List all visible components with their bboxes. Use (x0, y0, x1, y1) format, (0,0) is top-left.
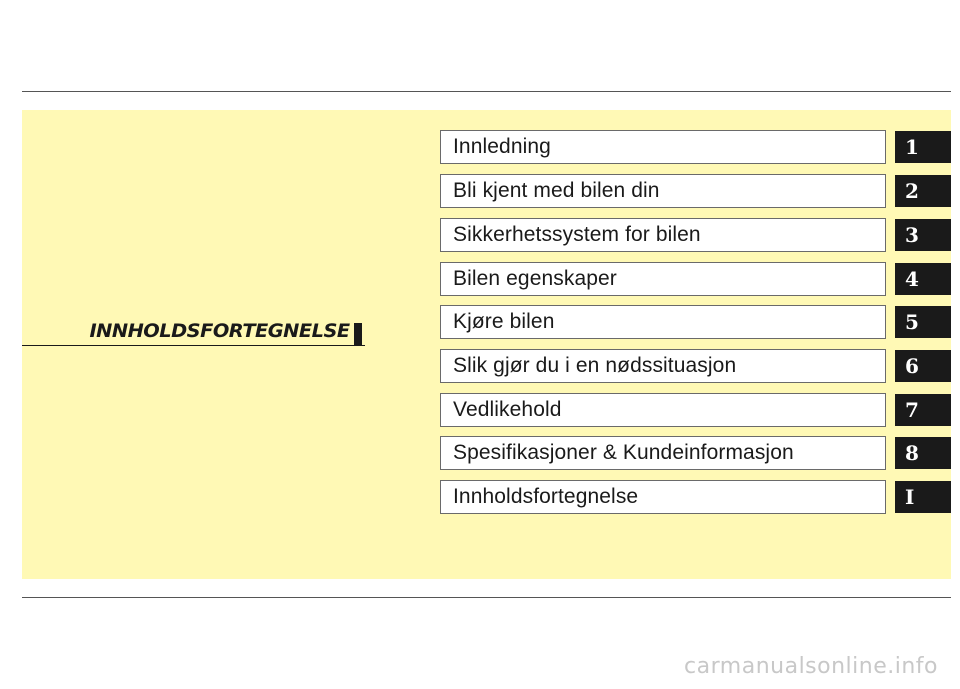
chapter-row-4[interactable] (440, 262, 951, 296)
chapter-number: 5 (905, 310, 919, 334)
toc-heading-marker (354, 323, 362, 345)
chapter-box[interactable] (440, 393, 886, 427)
chapter-tab[interactable] (895, 350, 951, 382)
chapter-label: Bli kjent med bilen din (453, 179, 660, 202)
chapter-row-7[interactable] (440, 393, 951, 427)
chapter-box[interactable] (440, 174, 886, 208)
chapter-tab[interactable] (895, 394, 951, 426)
chapter-box[interactable] (440, 305, 886, 339)
chapter-label: Innledning (453, 135, 551, 158)
chapter-row-5[interactable] (440, 305, 951, 339)
chapter-tab[interactable] (895, 481, 951, 513)
chapter-tab[interactable] (895, 175, 951, 207)
chapter-label: Innholdsfortegnelse (453, 485, 639, 508)
chapter-box[interactable] (440, 480, 886, 514)
chapter-label: Kjøre bilen (453, 310, 555, 333)
chapter-label: Bilen egenskaper (453, 267, 617, 290)
chapter-label: Spesifikasjoner & Kundeinformasjon (453, 441, 794, 464)
top-divider (22, 91, 951, 92)
toc-heading (22, 318, 365, 346)
chapter-tab[interactable] (895, 437, 951, 469)
watermark-text: carmanualsonline.info (684, 654, 938, 679)
contents-panel (22, 110, 951, 579)
chapter-number: 7 (905, 398, 919, 422)
chapter-tab[interactable] (895, 131, 951, 163)
chapter-row-6[interactable] (440, 349, 951, 383)
chapter-box[interactable] (440, 262, 886, 296)
chapter-tab[interactable] (895, 306, 951, 338)
chapter-number: 1 (905, 135, 919, 159)
chapter-number: 4 (905, 267, 919, 291)
chapter-label: Sikkerhetssystem for bilen (453, 223, 701, 246)
chapter-tab[interactable] (895, 219, 951, 251)
chapter-row-index[interactable] (440, 480, 951, 514)
chapter-number: 6 (905, 354, 919, 378)
toc-heading-text: INNHOLDSFORTEGNELSE (89, 320, 350, 342)
chapter-box[interactable] (440, 349, 886, 383)
chapter-box[interactable] (440, 130, 886, 164)
chapter-row-3[interactable] (440, 218, 951, 252)
chapter-number: 3 (905, 223, 919, 247)
chapter-number: I (905, 485, 915, 509)
chapter-number: 2 (905, 179, 919, 203)
chapter-row-2[interactable] (440, 174, 951, 208)
bottom-divider (22, 597, 951, 598)
chapter-label: Vedlikehold (453, 398, 562, 421)
chapter-label: Slik gjør du i en nødssituasjon (453, 354, 737, 377)
chapter-box[interactable] (440, 218, 886, 252)
chapter-tab[interactable] (895, 263, 951, 295)
chapter-row-1[interactable] (440, 130, 951, 164)
chapter-box[interactable] (440, 436, 886, 470)
chapter-row-8[interactable] (440, 436, 951, 470)
chapter-number: 8 (905, 441, 919, 465)
